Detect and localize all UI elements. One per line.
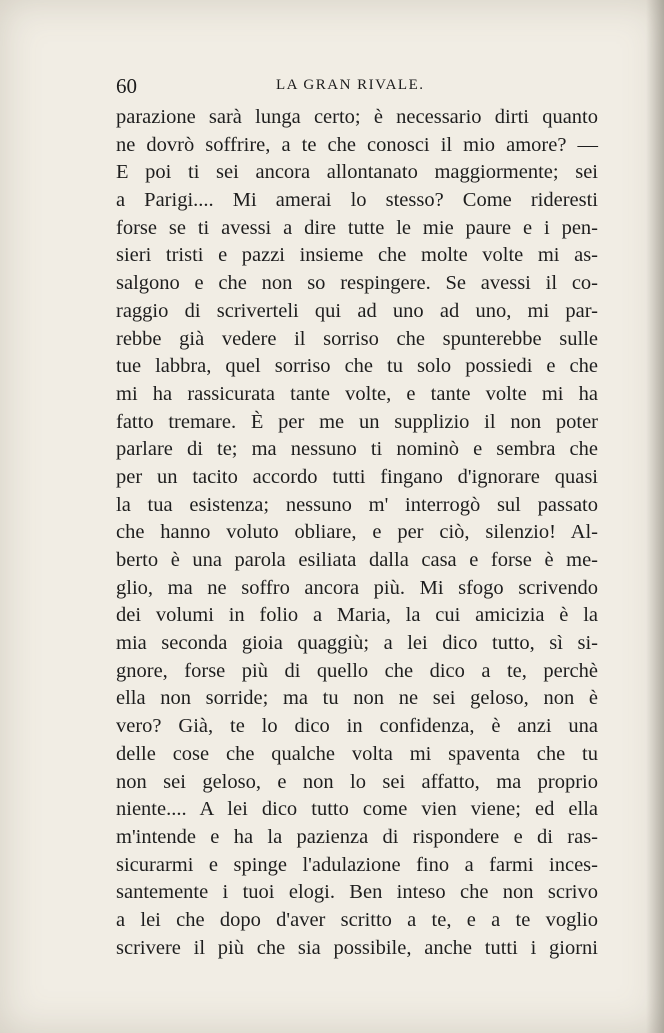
text-line: la tua esistenza; nessuno m' interrogò sul passato [116,493,598,516]
text-line: vero? Già, te lo dico in confidenza, è anzi una [116,715,598,738]
text-line: mia seconda gioia quaggiù; a lei dico tutto, sì si- [116,632,598,655]
page-number: 60 [116,74,137,98]
text-line: fatto tremare. È per me un supplizio il non poter [116,410,598,433]
text-line: scrivere il più che sia possibile, anche tutti i giorni [116,936,598,959]
text-line: ne dovrò soffrire, a te che conosci il mio amore? — [116,133,598,156]
text-line: ella non sorride; ma tu non ne sei geloso, non è [116,687,598,710]
text-line: E poi ti sei ancora allontanato maggiormente; sei [116,161,598,184]
text-line: a Parigi.... Mi amerai lo stesso? Come rideresti [116,189,598,212]
text-line: parazione sarà lunga certo; è necessario dirti quanto [116,106,598,128]
running-title: LA GRAN RIVALE. [276,77,425,93]
text-line: santemente i tuoi elogi. Ben inteso che non scrivo [116,881,598,904]
text-line: forse se ti avessi a dire tutte le mie paure e i pen- [116,216,598,239]
page-edge-shadow [646,0,664,1033]
text-line: salgono e che non so respingere. Se avessi il co- [116,272,598,295]
text-line: che hanno voluto obliare, e per ciò, silenzio! Al- [116,521,598,544]
text-line: a lei che dopo d'aver scritto a te, e a te voglio [116,908,598,931]
text-line: mi ha rassicurata tante volte, e tante volte mi ha [116,382,598,405]
text-line: tue labbra, quel sorriso che tu solo possiedi e che [116,355,598,378]
text-line: sicurarmi e spinge l'adulazione fino a farmi inces- [116,853,598,876]
text-line: gnore, forse più di quello che dico a te, perchè [116,659,598,682]
text-line: rebbe già vedere il sorriso che spunterebbe sulle [116,327,598,350]
text-line: dei volumi in folio a Maria, la cui amicizia è la [116,604,598,627]
text-line: delle cose che qualche volta mi spaventa che tu [116,742,598,765]
text-line: m'intende e ha la pazienza di rispondere e di ras- [116,825,598,848]
text-line: sieri tristi e pazzi insieme che molte volte mi as- [116,244,598,267]
page-header [116,74,596,100]
text-line: non sei geloso, e non lo sei affatto, ma proprio [116,770,598,793]
text-line: raggio di scriverteli qui ad uno ad uno, mi par- [116,299,598,322]
text-line: niente.... A lei dico tutto come vien viene; ed ella [116,798,598,821]
text-line: per un tacito accordo tutti fingano d'ignorare quasi [116,465,598,488]
text-line: parlare di te; ma nessuno ti nominò e sembra che [116,438,598,461]
text-line: berto è una parola esiliata dalla casa e forse è me- [116,549,598,571]
body-text [116,104,598,962]
text-line: glio, ma ne soffro ancora più. Mi sfogo scrivendo [116,576,598,599]
